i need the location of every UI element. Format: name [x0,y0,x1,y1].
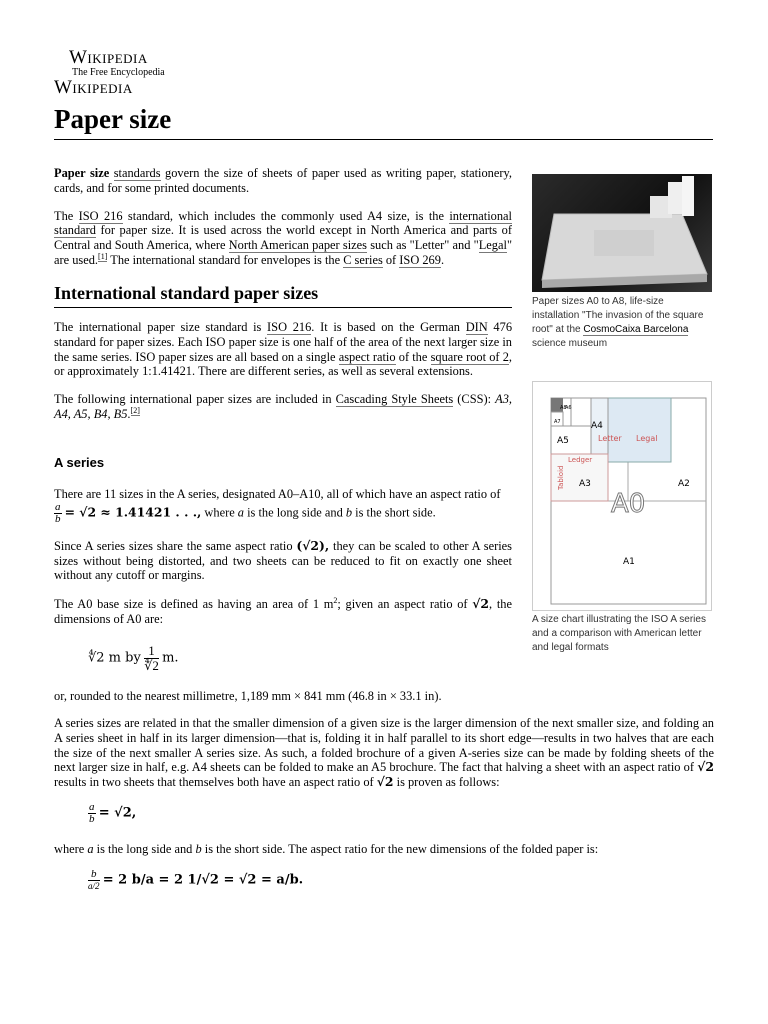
label-a0: A0 [611,489,646,519]
equation-folded-ratio [88,869,303,892]
math-expression: = √2 ≈ 1.41421 . . ., [64,504,202,520]
text: The international standard for envelopes is the [107,252,344,267]
link-square-root-of-2[interactable]: square root of 2 [430,349,509,364]
denominator: a/2 [88,881,100,891]
link-iso216-2[interactable]: ISO 216 [267,320,312,334]
math-expression: √2 [472,596,490,612]
text: Paper sizes A0 to A8, life-size installation "The invasion of the square root" at the [532,296,704,335]
link-standards[interactable]: standards [113,166,161,180]
text: or, rounded to the nearest millimetre, 1,189 mm × 841 mm (46.8 in × 33.1 in). [54,689,442,703]
denominator: b [55,512,61,525]
text: results in two sheets that themselves both have an aspect ratio of [54,775,377,790]
superscript: 2 [333,596,338,606]
term-bold: Paper size [54,166,110,180]
link-international-standard[interactable]: international standard [54,208,512,238]
intro-paragraph-2 [54,209,512,268]
installation-photo[interactable] [532,174,712,292]
numerator: a [55,500,61,513]
link-c-series[interactable]: C series [343,252,383,267]
label-a5: A5 [557,436,569,446]
text: of [382,252,400,267]
installation-photo-image [532,174,712,292]
equation-part: m. [162,650,179,666]
size-chart-diagram [533,382,711,610]
text: The [54,208,79,223]
text: is the short side. The aspect ratio for the new dimensions of the folded paper is: [201,842,599,856]
text: (CSS): [453,392,496,407]
text: for paper size. It is used across the world except in North America and parts of Central and South America, where [54,223,512,253]
link-cosmocaixa[interactable]: CosmoCaixa Barcelona [583,324,689,335]
logo-wordmark: Wikipedia [69,47,148,68]
math-expression: √2 [697,759,714,775]
link-legal[interactable]: Legal [478,238,507,253]
logo-tagline: The Free Encyclopedia [72,67,165,78]
reference-1[interactable]: [1] [98,251,108,261]
link-din[interactable]: DIN [465,320,488,334]
text: . It is based on the German [311,320,466,334]
label-ledger: Ledger [568,456,593,464]
intro-section [54,166,512,268]
text: The international paper size standard is [54,320,268,334]
a-series-paragraph-2 [54,539,512,583]
numerator: a [89,801,95,813]
text: " are used. [54,238,512,267]
equation-part: = √2, [98,805,137,821]
title-divider [54,139,713,140]
equation-ratio [88,802,136,825]
equation-part: = 2 b/a = 2 1/√2 = √2 = a/b. [102,872,304,888]
text: is the short side. [352,505,436,520]
text: where [201,505,238,520]
text: The following international paper sizes are included in [54,392,336,407]
text: . [127,406,131,421]
a-series-paragraph-6 [54,842,714,857]
label-legal: Legal [636,434,658,443]
text: Since A series sizes share the same aspect ratio [54,538,297,553]
fraction-b-over-a-half [88,869,100,892]
link-aspect-ratio[interactable]: aspect ratio [338,349,396,364]
text: is the long side and [93,842,196,856]
equation-part: ∜2 m by [88,650,141,666]
var: a [87,842,94,856]
var: b [345,505,353,520]
figure-size-chart [532,381,712,655]
section-heading-a-series: A series [54,455,105,470]
figure-installation-caption [532,295,712,351]
a-series-paragraph-1 [54,487,512,525]
text: The A0 base size is defined as having an area of 1 m [54,597,334,612]
page-title: Paper size [54,104,172,134]
var: b [195,842,202,856]
a-series-paragraph-4 [54,689,714,704]
international-section [54,320,512,422]
text: 476 standard for paper sizes. Each ISO paper size is one half of the area of the next larger size in the same series. ISO paper sizes are all based on a single [54,320,513,364]
equation-a0-dimensions [88,644,179,673]
text: A series sizes are related in that the smaller dimension of a given size is the larger dimension of the next smaller size, and folding an A series sheet in half in its larger dimension—that is, folding it in half parallel to its short edge—results in two halves that are each the size of the next smaller A series size. As such, a folded brochure of a given A-series size can be made by folding sheets of the next larger size in half, e.g. A4 sheets can be folded to make an A5 brochure. The fact that halving a sheet with an aspect ratio of [54,716,714,775]
label-a4: A4 [591,421,603,431]
label-a3: A3 [579,479,591,489]
label-tabloid: Tabloid [557,465,565,490]
intl-paragraph-1 [54,320,512,379]
a-series-paragraph-5 [54,716,714,790]
label-a7: A7 [554,419,561,425]
label-a6: A6 [565,405,572,411]
text: science museum [532,338,608,349]
denominator: ∜2 [144,658,159,673]
math-expression: (√2), [296,537,330,553]
text: where [54,842,88,856]
link-css[interactable]: Cascading Style Sheets [335,392,454,407]
text: is proven as follows: [393,775,500,790]
numerator: b [88,869,100,881]
intro-paragraph-1 [54,166,512,196]
css-sizes: A3, A4, A5, B4, B5 [54,392,512,421]
a-series-section [54,487,512,627]
text: , the dimensions of A0 are: [54,597,512,626]
reference-2[interactable]: [2] [130,405,140,415]
text: ; given an aspect ratio of [337,597,473,612]
section-heading-international: International standard paper sizes [54,283,512,308]
text: they can be scaled to other A series sizes without being distorted, and two sheets can be reduced to fit on exactly one sheet without any cutoff or margins. [54,538,513,583]
text: such as "Letter" and " [366,238,479,253]
a-series-size-chart[interactable] [532,381,712,611]
text: standard, which includes the commonly used A4 size, is the [122,208,450,223]
link-iso269[interactable]: ISO 269 [399,252,441,267]
a-series-paragraph-3 [54,597,512,627]
logo-wordmark-secondary: Wikipedia [54,77,133,98]
var: a [237,505,244,520]
link-north-american-sizes[interactable]: North American paper sizes [228,238,367,253]
figure-installation [532,174,712,351]
denominator: b [89,813,95,825]
text: , or approximately 1:1.41421. There are different series, as well as several extensions. [54,349,512,379]
fraction-a-over-b [54,502,62,525]
text: of the [395,349,431,364]
numerator: 1 [144,644,159,659]
text: govern the size of sheets of paper used as writing paper, stationery, cards, and for some printed documents. [54,166,512,195]
label-a2: A2 [678,479,690,489]
text: is the long side and [244,505,346,520]
figure-size-chart-caption: A size chart illustrating the ISO A series and a comparison with American letter and legal formats [532,614,706,653]
link-iso216[interactable]: ISO 216 [78,208,123,223]
text: . [440,252,445,267]
label-letter: Letter [598,434,622,443]
label-a8: A8 [560,405,567,411]
text: There are 11 sizes in the A series, designated A0–A10, all of which have an aspect ratio of [54,487,501,501]
math-expression: √2 [376,774,394,790]
label-a1: A1 [623,557,635,567]
intl-paragraph-2 [54,392,512,422]
fraction-one-over-fourth-root [144,644,159,673]
fraction-a-over-b [88,802,96,825]
wikipedia-logo[interactable] [54,48,174,97]
